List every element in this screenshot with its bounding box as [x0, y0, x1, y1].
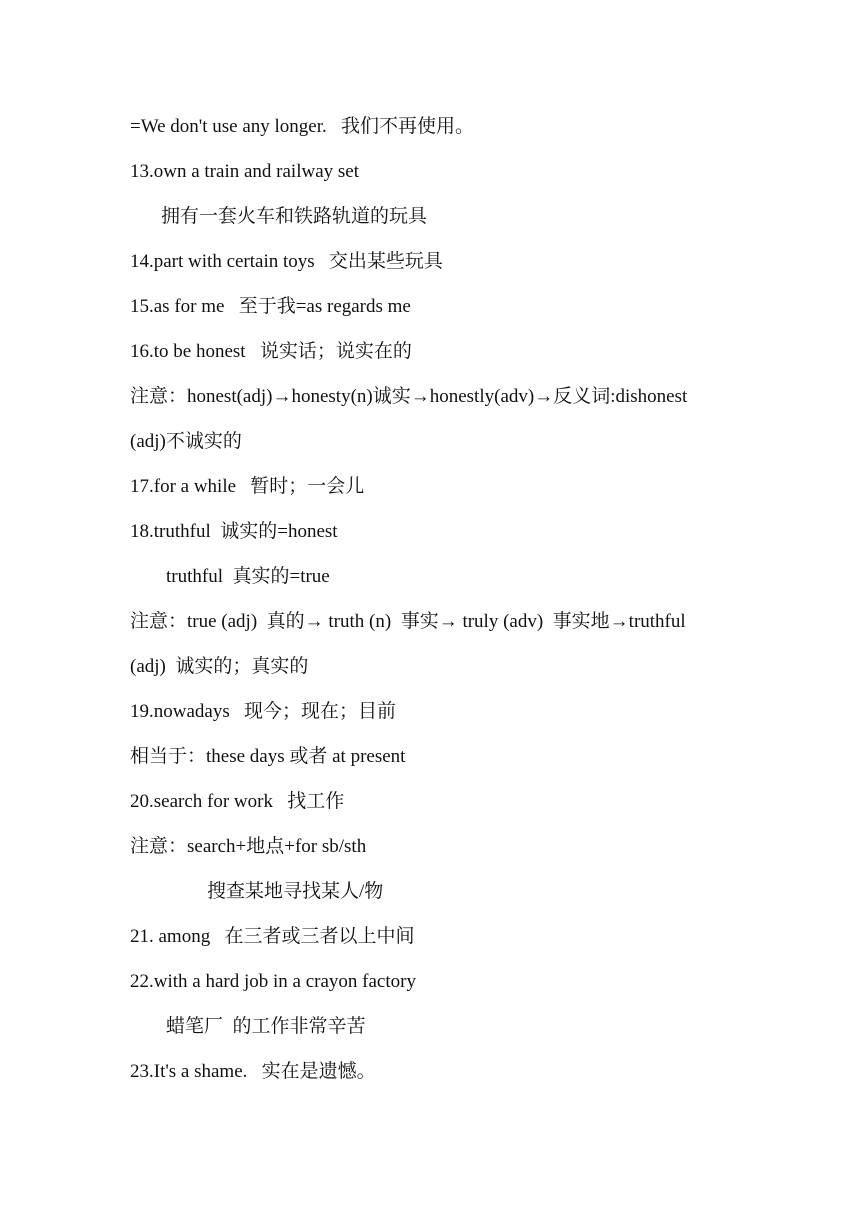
- text-line: (adj)不诚实的: [130, 431, 242, 452]
- text-line: 13.own a train and railway set: [130, 161, 359, 182]
- text-line: 18.truthful 诚实的=honest: [130, 521, 338, 542]
- text-line: 注意：search+地点+for sb/sth: [130, 836, 367, 857]
- text-line: 注意：true (adj) 真的→ truth (n) 事实→ truly (adv) 事实地→truthful: [130, 611, 686, 632]
- text-line: 20.search for work 找工作: [130, 791, 345, 812]
- text-line: 23.It's a shame. 实在是遗憾。: [130, 1061, 376, 1082]
- text-line: 19.nowadays 现今；现在；目前: [130, 701, 396, 722]
- text-line: 14.part with certain toys 交出某些玩具: [130, 251, 443, 272]
- text-line: 拥有一套火车和铁路轨道的玩具: [161, 206, 428, 227]
- text-line: 16.to be honest 说实话；说实在的: [130, 341, 412, 362]
- text-line: 22.with a hard job in a crayon factory: [130, 971, 416, 992]
- text-line: 注意：honest(adj)→honesty(n)诚实→honestly(adv)→反义词:dishonest: [130, 386, 688, 407]
- text-line: 15.as for me 至于我=as regards me: [130, 296, 411, 317]
- text-line: 搜查某地寻找某人/物: [207, 881, 384, 902]
- text-line: 17.for a while 暂时；一会儿: [130, 476, 365, 497]
- text-line: 21. among 在三者或三者以上中间: [130, 926, 415, 947]
- text-line: truthful 真实的=true: [166, 566, 330, 587]
- text-line: 蜡笔厂 的工作非常辛苦: [166, 1016, 366, 1037]
- text-line: (adj) 诚实的；真实的: [130, 656, 309, 677]
- text-line: =We don't use any longer. 我们不再使用。: [130, 116, 475, 137]
- text-line: 相当于：these days 或者 at present: [130, 746, 406, 767]
